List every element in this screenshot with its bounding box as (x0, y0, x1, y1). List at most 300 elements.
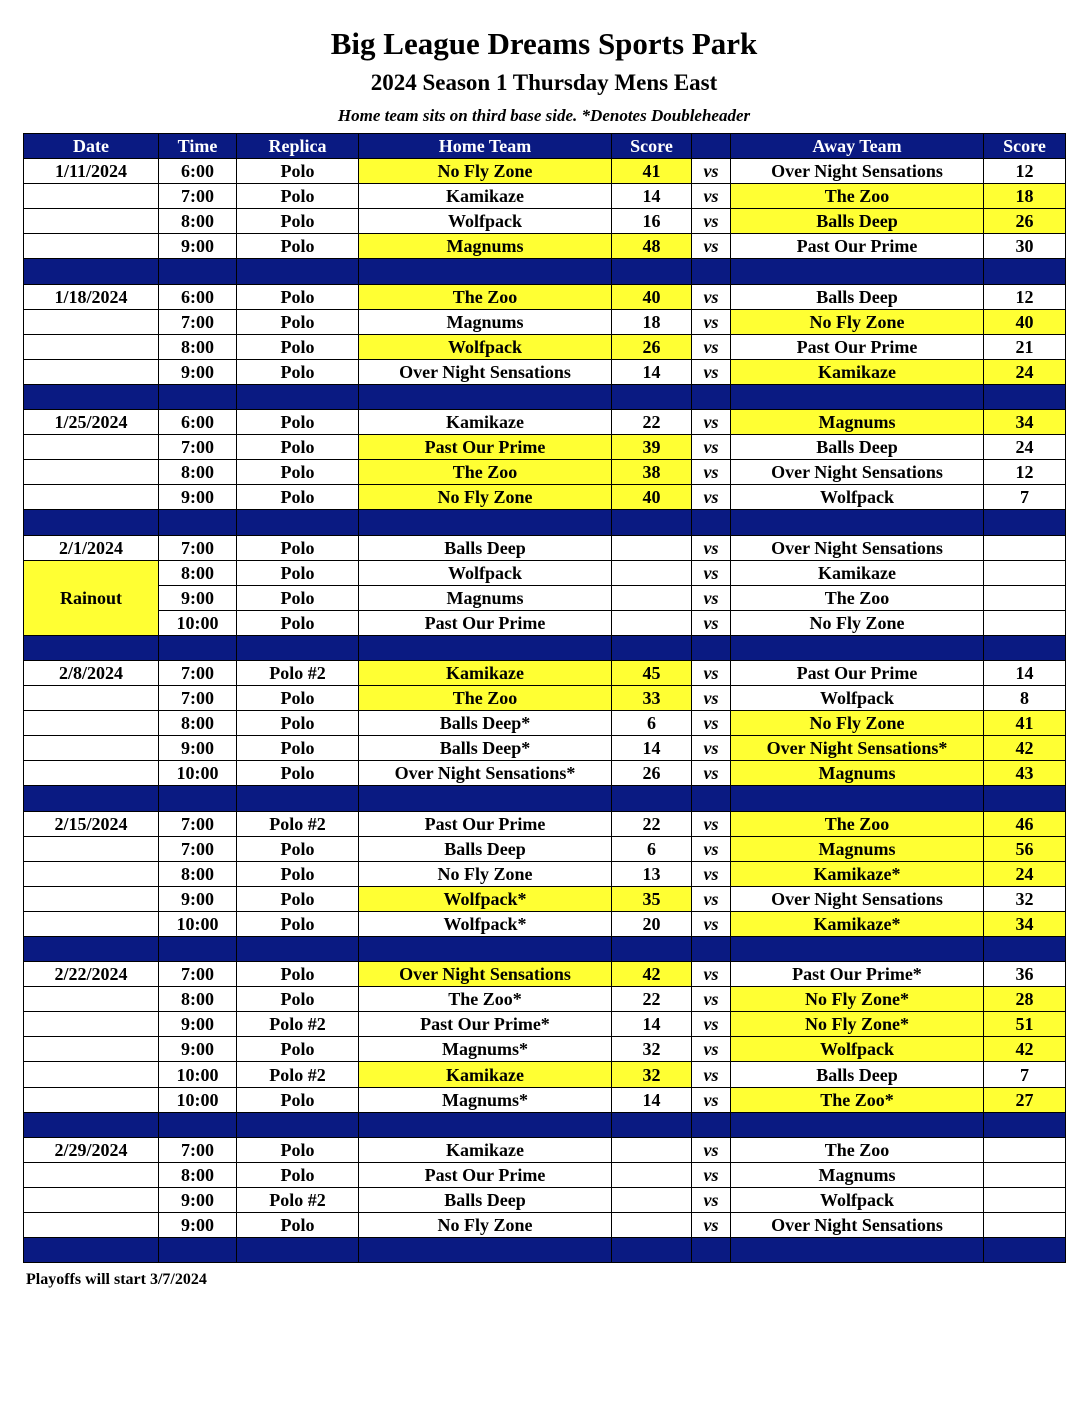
schedule-table (23, 133, 1066, 1263)
game-row (24, 1062, 1066, 1087)
home-team: Wolfpack (359, 560, 612, 585)
away-score: 18 (984, 184, 1066, 209)
home-score: 32 (612, 1037, 692, 1062)
vs-label: vs (692, 660, 731, 685)
vs-label: vs (692, 1062, 731, 1087)
game-replica: Polo (237, 987, 359, 1012)
home-team: The Zoo* (359, 987, 612, 1012)
home-score (612, 1137, 692, 1162)
game-time: 9:00 (159, 234, 237, 259)
away-score: 36 (984, 962, 1066, 987)
separator-cell (159, 510, 237, 535)
separator-cell (24, 1238, 159, 1263)
home-score: 14 (612, 736, 692, 761)
separator-cell (612, 786, 692, 811)
away-team: Magnums (731, 836, 984, 861)
separator-cell (692, 510, 731, 535)
game-time: 7:00 (159, 309, 237, 334)
game-row (24, 184, 1066, 209)
game-replica: Polo (237, 334, 359, 359)
game-date-empty (24, 1037, 159, 1062)
game-date: 1/25/2024 (24, 410, 159, 435)
home-score (612, 585, 692, 610)
game-row (24, 585, 1066, 610)
home-team: Past Our Prime (359, 610, 612, 635)
separator-cell (359, 384, 612, 409)
home-score (612, 1187, 692, 1212)
home-score: 14 (612, 1012, 692, 1037)
home-team: Past Our Prime (359, 1162, 612, 1187)
home-score: 42 (612, 962, 692, 987)
game-date-empty (24, 1062, 159, 1087)
away-team: Over Night Sensations (731, 460, 984, 485)
separator-cell (731, 1112, 984, 1137)
away-score: 14 (984, 660, 1066, 685)
separator-cell (359, 1112, 612, 1137)
game-date-empty (24, 435, 159, 460)
game-time: 7:00 (159, 686, 237, 711)
header-away-score: Score (984, 134, 1066, 159)
game-row (24, 234, 1066, 259)
home-score: 40 (612, 284, 692, 309)
away-score: 24 (984, 435, 1066, 460)
game-row (24, 610, 1066, 635)
away-score (984, 610, 1066, 635)
game-row (24, 1213, 1066, 1238)
game-row (24, 660, 1066, 685)
game-date-empty (24, 234, 159, 259)
game-row (24, 159, 1066, 184)
home-score: 13 (612, 861, 692, 886)
away-score (984, 1162, 1066, 1187)
home-team: Magnums (359, 234, 612, 259)
home-team: The Zoo (359, 460, 612, 485)
vs-label: vs (692, 1137, 731, 1162)
vs-label: vs (692, 460, 731, 485)
game-replica: Polo (237, 535, 359, 560)
game-row (24, 836, 1066, 861)
game-date: 2/1/2024 (24, 535, 159, 560)
game-replica: Polo (237, 761, 359, 786)
game-time: 6:00 (159, 284, 237, 309)
game-time: 7:00 (159, 836, 237, 861)
separator-cell (731, 510, 984, 535)
away-team: Over Night Sensations (731, 535, 984, 560)
game-replica: Polo (237, 234, 359, 259)
separator-cell (159, 937, 237, 962)
home-team: Past Our Prime (359, 435, 612, 460)
playoffs-note: Playoffs will start 3/7/2024 (26, 1271, 207, 1288)
home-team: Kamikaze (359, 410, 612, 435)
home-team: The Zoo (359, 686, 612, 711)
vs-label: vs (692, 1087, 731, 1112)
vs-label: vs (692, 560, 731, 585)
week-separator-row (24, 1112, 1066, 1137)
separator-cell (612, 1112, 692, 1137)
away-team: Past Our Prime (731, 334, 984, 359)
game-time: 9:00 (159, 1012, 237, 1037)
away-score: 34 (984, 410, 1066, 435)
vs-label: vs (692, 535, 731, 560)
home-score: 14 (612, 1087, 692, 1112)
home-score: 26 (612, 334, 692, 359)
week-separator-row (24, 259, 1066, 284)
game-time: 7:00 (159, 1137, 237, 1162)
separator-cell (237, 786, 359, 811)
game-date-empty (24, 309, 159, 334)
away-team: The Zoo (731, 585, 984, 610)
game-date-empty (24, 736, 159, 761)
game-date-empty (24, 886, 159, 911)
separator-cell (359, 635, 612, 660)
game-replica: Polo (237, 836, 359, 861)
away-team: The Zoo (731, 811, 984, 836)
away-score: 28 (984, 987, 1066, 1012)
separator-cell (359, 937, 612, 962)
game-date-empty (24, 711, 159, 736)
away-team: Past Our Prime (731, 660, 984, 685)
game-date-empty (24, 1162, 159, 1187)
away-team: Over Night Sensations* (731, 736, 984, 761)
home-score (612, 560, 692, 585)
away-score: 51 (984, 1012, 1066, 1037)
separator-cell (159, 786, 237, 811)
away-team: Balls Deep (731, 435, 984, 460)
separator-cell (359, 786, 612, 811)
week-separator-row (24, 937, 1066, 962)
game-time: 7:00 (159, 535, 237, 560)
separator-cell (692, 937, 731, 962)
game-replica: Polo (237, 284, 359, 309)
home-team: No Fly Zone (359, 159, 612, 184)
away-team: Over Night Sensations (731, 886, 984, 911)
separator-cell (237, 259, 359, 284)
home-score: 6 (612, 711, 692, 736)
game-replica: Polo (237, 159, 359, 184)
away-score: 8 (984, 686, 1066, 711)
game-time: 9:00 (159, 736, 237, 761)
away-team: Kamikaze (731, 560, 984, 585)
game-time: 6:00 (159, 410, 237, 435)
separator-cell (237, 1238, 359, 1263)
vs-label: vs (692, 410, 731, 435)
separator-cell (984, 510, 1066, 535)
vs-label: vs (692, 686, 731, 711)
away-score: 12 (984, 460, 1066, 485)
game-date-empty (24, 686, 159, 711)
home-team: Past Our Prime (359, 811, 612, 836)
home-score: 6 (612, 836, 692, 861)
vs-label: vs (692, 811, 731, 836)
away-team: Wolfpack (731, 1037, 984, 1062)
vs-label: vs (692, 209, 731, 234)
home-team: Kamikaze (359, 1062, 612, 1087)
home-team: Balls Deep* (359, 736, 612, 761)
game-replica: Polo (237, 460, 359, 485)
game-time: 7:00 (159, 435, 237, 460)
away-team: No Fly Zone* (731, 1012, 984, 1037)
separator-cell (612, 1238, 692, 1263)
game-row (24, 460, 1066, 485)
game-date-empty (24, 761, 159, 786)
separator-cell (24, 786, 159, 811)
vs-label: vs (692, 1037, 731, 1062)
separator-cell (24, 510, 159, 535)
separator-cell (692, 259, 731, 284)
home-score: 20 (612, 911, 692, 936)
away-score: 24 (984, 359, 1066, 384)
away-team: No Fly Zone (731, 610, 984, 635)
home-team: Balls Deep (359, 836, 612, 861)
game-replica: Polo #2 (237, 1187, 359, 1212)
away-team: Balls Deep (731, 284, 984, 309)
away-team: The Zoo (731, 184, 984, 209)
game-time: 7:00 (159, 962, 237, 987)
separator-cell (984, 635, 1066, 660)
separator-cell (731, 1238, 984, 1263)
game-row (24, 485, 1066, 510)
schedule-body (24, 159, 1066, 1263)
game-time: 8:00 (159, 987, 237, 1012)
separator-cell (984, 259, 1066, 284)
game-time: 8:00 (159, 209, 237, 234)
vs-label: vs (692, 1162, 731, 1187)
game-row (24, 309, 1066, 334)
home-score: 35 (612, 886, 692, 911)
vs-label: vs (692, 1187, 731, 1212)
game-replica: Polo (237, 560, 359, 585)
game-time: 9:00 (159, 485, 237, 510)
away-team: Kamikaze (731, 359, 984, 384)
game-row (24, 1037, 1066, 1062)
game-replica: Polo (237, 485, 359, 510)
separator-cell (692, 635, 731, 660)
home-team: Over Night Sensations (359, 962, 612, 987)
game-date-empty (24, 1012, 159, 1037)
separator-cell (159, 384, 237, 409)
home-team: Past Our Prime* (359, 1012, 612, 1037)
game-row (24, 284, 1066, 309)
separator-cell (612, 384, 692, 409)
home-team: Over Night Sensations* (359, 761, 612, 786)
game-date-empty (24, 485, 159, 510)
separator-cell (612, 510, 692, 535)
game-row (24, 811, 1066, 836)
vs-label: vs (692, 761, 731, 786)
away-team: No Fly Zone (731, 309, 984, 334)
game-replica: Polo (237, 435, 359, 460)
away-team: Balls Deep (731, 1062, 984, 1087)
game-replica: Polo (237, 1137, 359, 1162)
away-score: 7 (984, 1062, 1066, 1087)
game-date: 2/15/2024 (24, 811, 159, 836)
game-time: 7:00 (159, 811, 237, 836)
week-separator-row (24, 384, 1066, 409)
separator-cell (24, 259, 159, 284)
away-score: 42 (984, 1037, 1066, 1062)
home-score: 18 (612, 309, 692, 334)
game-row (24, 1137, 1066, 1162)
home-score: 16 (612, 209, 692, 234)
game-time: 9:00 (159, 1037, 237, 1062)
separator-cell (24, 635, 159, 660)
separator-cell (612, 937, 692, 962)
home-score (612, 535, 692, 560)
game-row (24, 1087, 1066, 1112)
week-separator-row (24, 635, 1066, 660)
header-vs (692, 134, 731, 159)
game-replica: Polo #2 (237, 660, 359, 685)
game-date-empty (24, 184, 159, 209)
game-replica: Polo (237, 911, 359, 936)
away-score: 56 (984, 836, 1066, 861)
game-replica: Polo #2 (237, 1062, 359, 1087)
game-time: 9:00 (159, 886, 237, 911)
game-row (24, 410, 1066, 435)
away-team: Past Our Prime (731, 234, 984, 259)
game-time: 10:00 (159, 1087, 237, 1112)
game-row (24, 987, 1066, 1012)
game-time: 8:00 (159, 1162, 237, 1187)
game-replica: Polo (237, 585, 359, 610)
away-score: 7 (984, 485, 1066, 510)
away-score: 24 (984, 861, 1066, 886)
game-time: 10:00 (159, 610, 237, 635)
separator-cell (692, 1238, 731, 1263)
separator-cell (731, 937, 984, 962)
away-team: Balls Deep (731, 209, 984, 234)
separator-cell (359, 1238, 612, 1263)
game-time: 9:00 (159, 1187, 237, 1212)
home-score: 45 (612, 660, 692, 685)
page-title: Big League Dreams Sports Park (330, 26, 758, 61)
away-team: Magnums (731, 761, 984, 786)
separator-cell (237, 510, 359, 535)
separator-cell (731, 786, 984, 811)
game-date: 1/11/2024 (24, 159, 159, 184)
home-team: Wolfpack* (359, 886, 612, 911)
game-time: 10:00 (159, 1062, 237, 1087)
game-date-empty (24, 334, 159, 359)
home-score: 41 (612, 159, 692, 184)
game-date-empty (24, 987, 159, 1012)
vs-label: vs (692, 711, 731, 736)
game-replica: Polo (237, 184, 359, 209)
game-row (24, 1012, 1066, 1037)
game-replica: Polo (237, 1162, 359, 1187)
game-replica: Polo (237, 359, 359, 384)
away-score (984, 1137, 1066, 1162)
home-team: Wolfpack* (359, 911, 612, 936)
away-score (984, 585, 1066, 610)
game-time: 8:00 (159, 334, 237, 359)
game-time: 9:00 (159, 359, 237, 384)
away-score: 41 (984, 711, 1066, 736)
week-separator-row (24, 510, 1066, 535)
home-team: The Zoo (359, 284, 612, 309)
vs-label: vs (692, 736, 731, 761)
game-row (24, 861, 1066, 886)
separator-cell (359, 259, 612, 284)
game-date: 1/18/2024 (24, 284, 159, 309)
away-score (984, 1187, 1066, 1212)
separator-cell (237, 1112, 359, 1137)
game-time: 7:00 (159, 660, 237, 685)
home-score: 40 (612, 485, 692, 510)
away-team: Magnums (731, 1162, 984, 1187)
away-team: Wolfpack (731, 485, 984, 510)
separator-cell (237, 937, 359, 962)
game-replica: Polo (237, 711, 359, 736)
separator-cell (612, 635, 692, 660)
away-team: No Fly Zone (731, 711, 984, 736)
game-time: 8:00 (159, 460, 237, 485)
home-team: Wolfpack (359, 209, 612, 234)
game-date-empty (24, 911, 159, 936)
game-date-empty (24, 209, 159, 234)
game-replica: Polo (237, 962, 359, 987)
away-team: Past Our Prime* (731, 962, 984, 987)
away-team: Over Night Sensations (731, 159, 984, 184)
game-replica: Polo (237, 309, 359, 334)
game-row (24, 560, 1066, 585)
vs-label: vs (692, 309, 731, 334)
game-date: 2/22/2024 (24, 962, 159, 987)
game-date-empty (24, 1187, 159, 1212)
game-row (24, 736, 1066, 761)
vs-label: vs (692, 485, 731, 510)
game-row (24, 1187, 1066, 1212)
home-score (612, 1162, 692, 1187)
away-score: 27 (984, 1087, 1066, 1112)
separator-cell (731, 384, 984, 409)
vs-label: vs (692, 334, 731, 359)
vs-label: vs (692, 886, 731, 911)
game-row (24, 911, 1066, 936)
game-replica: Polo (237, 1037, 359, 1062)
game-date-empty (24, 460, 159, 485)
away-score (984, 560, 1066, 585)
home-team: Magnums* (359, 1087, 612, 1112)
home-score: 22 (612, 811, 692, 836)
header-date: Date (24, 134, 159, 159)
game-date-empty (24, 1087, 159, 1112)
home-score: 39 (612, 435, 692, 460)
away-score: 12 (984, 159, 1066, 184)
away-score (984, 535, 1066, 560)
week-separator-row (24, 786, 1066, 811)
vs-label: vs (692, 610, 731, 635)
separator-cell (984, 786, 1066, 811)
away-team: Over Night Sensations (731, 1213, 984, 1238)
away-score (984, 1213, 1066, 1238)
separator-cell (24, 384, 159, 409)
game-row (24, 535, 1066, 560)
game-replica: Polo (237, 736, 359, 761)
away-team: Kamikaze* (731, 911, 984, 936)
away-score: 32 (984, 886, 1066, 911)
away-score: 40 (984, 309, 1066, 334)
home-team: Magnums (359, 585, 612, 610)
away-score: 30 (984, 234, 1066, 259)
vs-label: vs (692, 1213, 731, 1238)
page-subtitle: 2024 Season 1 Thursday Mens East (370, 70, 718, 95)
game-time: 8:00 (159, 861, 237, 886)
home-team: Wolfpack (359, 334, 612, 359)
home-score (612, 610, 692, 635)
vs-label: vs (692, 911, 731, 936)
game-replica: Polo (237, 886, 359, 911)
